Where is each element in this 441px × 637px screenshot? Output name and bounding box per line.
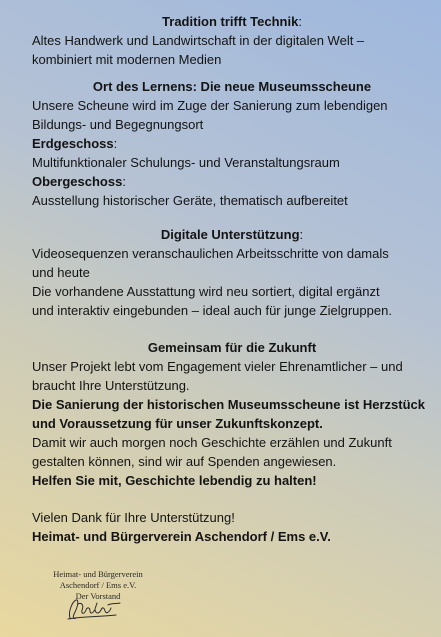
tradition-line: Altes Handwerk und Landwirtschaft in der digitalen Welt – [32,33,365,48]
stamp-line: Der Vorstand [75,591,121,601]
closing-org: Heimat- und Bürgerverein Aschendorf / Ems e.V. [32,529,331,544]
closing-thanks: Vielen Dank für Ihre Unterstützung! [32,510,235,525]
stamp-line: Aschendorf / Ems e.V. [59,580,137,590]
zukunft-line: Damit wir auch morgen noch Geschichte erzählen und Zukunft [32,435,392,450]
erdgeschoss-label: Erdgeschoss: [32,136,118,151]
tradition-line: kombiniert mit modernen Medien [32,52,222,67]
obergeschoss-text: Ausstellung historischer Geräte, thematisch aufbereitet [32,193,348,208]
section-title-zukunft: Gemeinsam für die Zukunft [147,340,317,355]
digital-line: und heute [32,265,90,280]
zukunft-line: Unser Projekt lebt vom Engagement vieler Ehrenamtlicher – und [32,359,403,374]
zukunft-line: gestalten können, sind wir auf Spenden angewiesen. [32,454,337,469]
zukunft-appeal: Helfen Sie mit, Geschichte lebendig zu halten! [32,473,317,488]
zukunft-bold-line: Die Sanierung der historischen Museumsscheune ist Herzstück [32,397,426,412]
zukunft-bold-line: und Voraussetzung für unser Zukunftskonzept. [32,416,323,431]
section-title-lernort: Ort des Lernens: Die neue Museumsscheune [92,79,372,94]
digital-line: Videosequenzen veranschaulichen Arbeitsschritte von damals [32,246,389,261]
handwritten-signature [64,596,124,622]
flyer-content [32,12,432,546]
erdgeschoss-text: Multifunktionaler Schulungs- und Veranstaltungsraum [32,155,340,170]
zukunft-line: braucht Ihre Unterstützung. [32,378,190,393]
obergeschoss-label: Obergeschoss: [32,174,126,189]
stamp-line: Heimat- und Bürgerverein [53,569,143,579]
lernort-line: Bildungs- und Begegnungsort [32,117,204,132]
digital-line: Die vorhandene Ausstattung wird neu sortiert, digital ergänzt [32,284,380,299]
section-title-tradition: Tradition trifft Technik: [162,14,302,29]
digital-line: und interaktiv eingebunden – ideal auch für junge Zielgruppen. [32,303,392,318]
section-title-digital: Digitale Unterstützung: [160,227,304,242]
lernort-line: Unsere Scheune wird im Zuge der Sanierung zum lebendigen [32,98,388,113]
